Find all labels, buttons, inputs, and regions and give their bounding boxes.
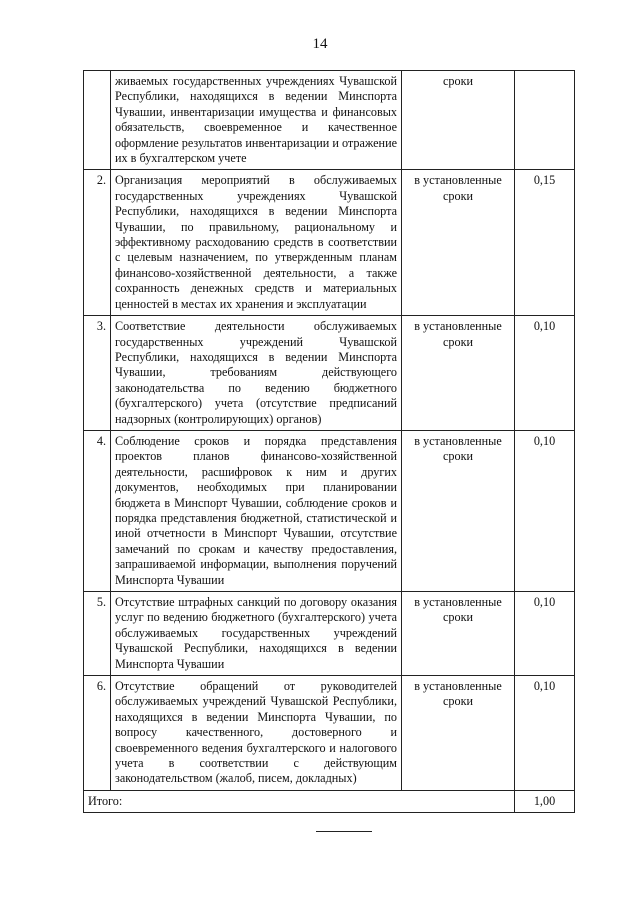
row-term: в установленные сроки xyxy=(402,316,515,431)
table-row xyxy=(84,676,575,791)
criteria-table xyxy=(83,70,575,813)
row-description: Соответствие деятельности обслуживаемых государственных учреждений Чувашской Республики, находящихся в ведении Минспорта Чувашии, требованиям действующего законодательства по ведению бюджетного (бухгалтерского) учета (отсутствие предписаний надзорных (контролирующих) органов) xyxy=(111,316,402,431)
table-row-continuation xyxy=(84,71,575,170)
row-term: в установленные сроки xyxy=(402,430,515,591)
total-label: Итого: xyxy=(84,790,515,812)
total-weight: 1,00 xyxy=(515,790,575,812)
row-weight: 0,10 xyxy=(515,676,575,791)
row-number: 5. xyxy=(84,592,111,676)
row-number: 3. xyxy=(84,316,111,431)
table-row xyxy=(84,592,575,676)
row-weight: 0,10 xyxy=(515,430,575,591)
row-weight: 0,10 xyxy=(515,592,575,676)
row-number: 2. xyxy=(84,170,111,316)
row-weight xyxy=(515,71,575,170)
table-row xyxy=(84,430,575,591)
row-description: Соблюдение сроков и порядка представления проектов планов финансово-хозяйственной деятельности, расшифровок к ним и других документов, необходимых при планировании бюджета в Минспорт Чувашии, соблюдение сроков и порядка представления бюджетной, статистической и иной отчетности в Минспорт Чувашии, отсутствие замечаний по срокам и качеству предоставления, запрашиваемой информации, выполнения поручений Минспорта Чувашии xyxy=(111,430,402,591)
table-row-total xyxy=(84,790,575,812)
table-row xyxy=(84,170,575,316)
row-description: живаемых государственных учреждениях Чувашской Республики, находящихся в ведении Минспорта Чувашии, инвентаризации имущества и финансовых обязательств, своевременное и качественное оформление результатов инвентаризации и отражение их в бухгалтерском учете xyxy=(111,71,402,170)
row-description: Отсутствие обращений от руководителей обслуживаемых учреждений Чувашской Республики, находящихся в ведении Минспорта Чувашии, по вопросу качественного, достоверного и своевременного ведения бухгалтерского и налогового учета в соответствии с действующим законодательством (жалоб, писем, докладных) xyxy=(111,676,402,791)
page-number: 14 xyxy=(312,36,328,52)
row-number: 6. xyxy=(84,676,111,791)
row-term: в установленные сроки xyxy=(402,676,515,791)
row-term: сроки xyxy=(402,71,515,170)
row-description: Отсутствие штрафных санкций по договору оказания услуг по ведению бюджетного (бухгалтерского) учета обслуживаемых государственных учреждений Чувашской Республики, находящихся в ведении Минспорта Чувашии xyxy=(111,592,402,676)
row-number xyxy=(84,71,111,170)
end-rule xyxy=(316,831,372,832)
row-term: в установленные сроки xyxy=(402,592,515,676)
table-row xyxy=(84,316,575,431)
row-term: в установленные сроки xyxy=(402,170,515,316)
row-number: 4. xyxy=(84,430,111,591)
row-description: Организация мероприятий в обслуживаемых государственных учреждениях Чувашской Республики, находящихся в ведении Минспорта Чувашии, по правильному, рациональному и эффективному расходованию средств в соответствии с целевым назначением, по утвержденным планам финансово-хозяйственной деятельности, а также сохранность денежных средств и материальных ценностей в местах их хранения и эксплуатации xyxy=(111,170,402,316)
row-weight: 0,10 xyxy=(515,316,575,431)
row-weight: 0,15 xyxy=(515,170,575,316)
